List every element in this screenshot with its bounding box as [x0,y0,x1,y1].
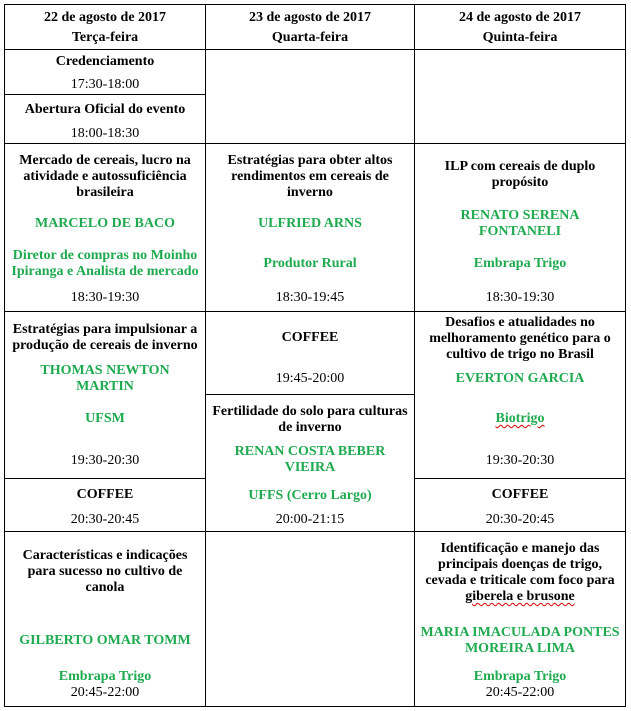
session-time: 18:30-19:30 [485,290,555,305]
session-mercado-cereais [4,143,206,312]
speaker-name: FONTANELI [478,224,562,239]
session-ilp [414,143,626,312]
session-title: COFFEE [281,330,339,345]
speaker-name: THOMAS NEWTON [40,363,170,378]
session-credenciamento [4,49,206,95]
speaker-affiliation: Embrapa Trigo [473,256,567,271]
session-empty [205,49,415,144]
session-time: 20:45-22:00 [70,685,140,700]
session-title-line: Mercado de cereais, lucro na [19,153,191,168]
session-time: 20:45-22:00 [485,685,555,700]
speaker-name: MARTIN [76,379,134,394]
header-weekday: Terça-feira [71,30,139,45]
header-day-1 [4,4,206,50]
session-title-line: cevada e triticale com foco para [425,573,615,588]
session-title-line: Estratégias para obter altos [227,153,393,168]
session-title-line: Identificação e manejo das [440,541,600,556]
session-title: COFFEE [76,487,134,502]
header-weekday: Quinta-feira [482,30,558,45]
speaker-name: MARIA IMACULADA PONTES [420,625,620,640]
session-doencas [414,531,626,707]
session-time: 18:30-19:45 [275,290,345,305]
session-title: Abertura Oficial do evento [24,102,186,117]
session-title-line: Características e indicações [22,548,188,563]
speaker-name: VIEIRA [284,460,336,475]
session-title-line: de inverno [278,420,342,435]
session-coffee [4,478,206,532]
session-time: 20:30-20:45 [70,512,140,527]
speaker-affiliation: UFSM [85,411,125,426]
session-time: 20:30-20:45 [485,512,555,527]
session-title-line: para sucesso no cultivo de [27,564,183,579]
session-coffee [414,478,626,532]
session-title-line: Fertilidade do solo para culturas [212,404,408,419]
session-time: 18:00-18:30 [70,126,140,141]
session-coffee [205,311,415,395]
session-title-line: propósito [491,175,549,190]
session-title-line: Estratégias para impulsionar a [12,322,198,337]
session-title-line: Desafios e atualidades no [445,315,595,330]
speaker-name: ULFRIED ARNS [258,216,362,231]
session-time: 17:30-18:00 [70,77,140,92]
speaker-affiliation-text: Biotrigo [495,411,545,426]
session-empty [205,531,415,707]
session-abertura [4,94,206,144]
session-time: 19:30-20:30 [485,453,555,468]
session-title-line: principais doenças de trigo, [437,557,603,572]
header-weekday: Quarta-feira [271,30,349,45]
speaker-name: RENATO SERENA [460,208,580,223]
header-day-2 [205,4,415,50]
session-time: 20:00-21:15 [275,512,345,527]
session-title-line: rendimentos em cereais de [231,169,389,184]
session-title: Credenciamento [55,54,155,69]
speaker-name: GILBERTO OMAR TOMM [19,633,191,648]
session-fertilidade [205,394,415,532]
speaker-name: EVERTON GARCIA [455,371,585,386]
session-title-line: brasileira [76,185,134,200]
speaker-affiliation: Ipiranga e Analista de mercado [11,264,199,279]
header-date: 24 de agosto de 2017 [458,10,582,25]
speaker-affiliation: UFFS (Cerro Largo) [248,488,372,503]
session-desafios [414,311,626,479]
session-title-text: giberela e brusone [465,589,575,604]
session-estrategias-rendimentos [205,143,415,312]
session-estrategias-impulsionar [4,311,206,479]
header-date: 22 de agosto de 2017 [43,10,167,25]
session-title-line: produção de cereais de inverno [12,338,198,353]
session-time: 19:30-20:30 [70,453,140,468]
header-date: 23 de agosto de 2017 [248,10,372,25]
header-day-3 [414,4,626,50]
session-title-line: cultivo de trigo no Brasil [446,347,594,362]
session-time: 18:30-19:30 [70,290,140,305]
session-canola [4,531,206,707]
session-empty [414,49,626,144]
speaker-affiliation: Diretor de compras no Moinho [12,248,198,263]
session-title-line: ILP com cereais de duplo [444,159,596,174]
speaker-affiliation: Embrapa Trigo [473,669,567,684]
speaker-affiliation [415,411,625,427]
speaker-name: MOREIRA LIMA [464,641,576,656]
speaker-name: MARCELO DE BACO [34,216,175,231]
speaker-affiliation: Produtor Rural [263,256,357,271]
speaker-affiliation: Embrapa Trigo [58,669,152,684]
session-title: COFFEE [491,487,549,502]
session-title-line: atividade e autossuficiência [23,169,187,184]
session-time: 19:45-20:00 [275,371,345,386]
session-title-line [415,589,625,605]
session-title-line: canola [85,580,125,595]
speaker-name: RENAN COSTA BEBER [234,444,386,459]
session-title-line: melhoramento genético para o [429,331,611,346]
session-title-line: inverno [287,185,333,200]
